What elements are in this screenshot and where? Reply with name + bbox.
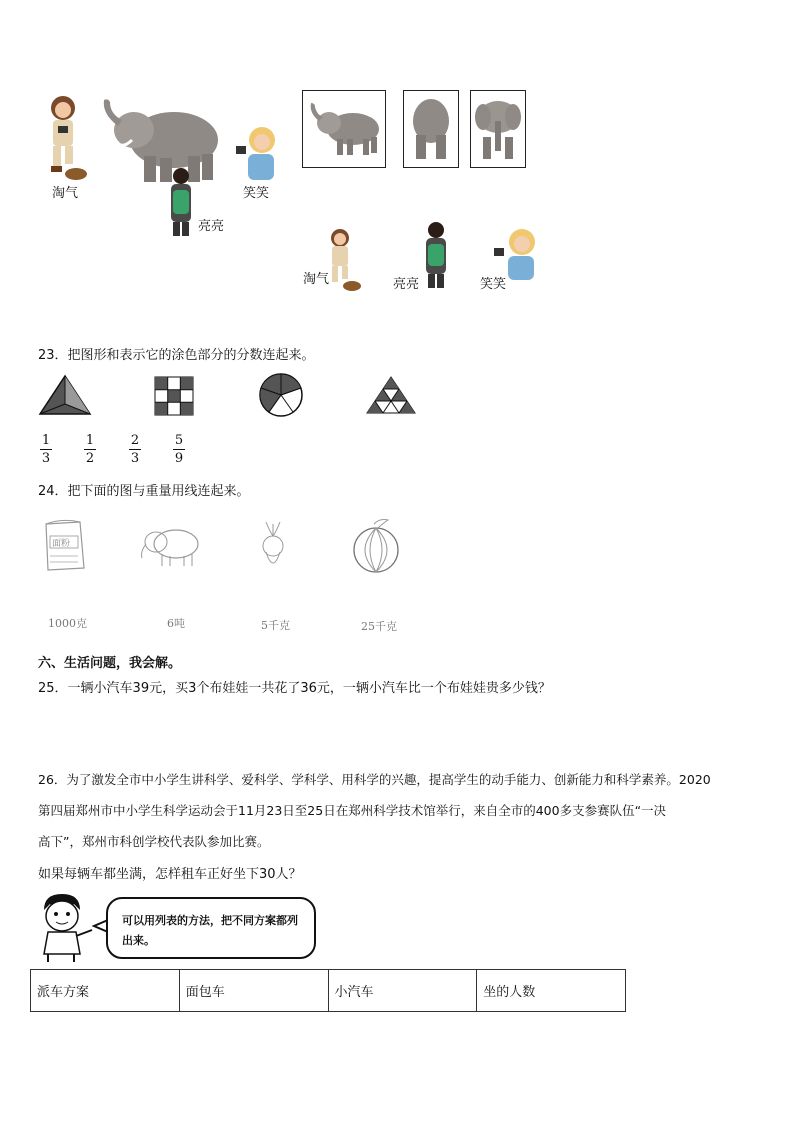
flour-bag-image	[40, 516, 90, 574]
grid-square-shape	[154, 376, 194, 416]
boy-small-image	[420, 220, 452, 290]
fraction-1-2	[82, 433, 98, 466]
section-six-title: 六、生活问题，我会解。	[38, 656, 182, 671]
label-taoqi: 淘气	[52, 186, 79, 201]
table-header-people: 坐的人数	[477, 970, 626, 1012]
table-header-car: 小汽车	[328, 970, 477, 1012]
q26-line1: 26．为了激发全市中小学生讲科学、爱科学、学科学、用科学的兴趣，提高学生的动手能力、创新能力和科学素养。2020	[38, 772, 711, 787]
table-row	[31, 970, 626, 1012]
q24-text: 24．把下面的图与重量用线连起来。	[38, 484, 250, 499]
girl-photographer-image	[38, 92, 88, 184]
woman-photographer-image	[232, 124, 280, 180]
view-side-option	[302, 90, 386, 168]
fraction-numerator: 5	[174, 433, 184, 448]
fraction-numerator: 1	[85, 433, 95, 448]
triangle-shape	[38, 374, 92, 416]
label-xiaoxiao-2: 笑笑	[480, 277, 507, 292]
fraction-1-3	[38, 433, 54, 466]
weight-25kg: 25千克	[361, 620, 397, 633]
elephant-back-view-image	[404, 91, 458, 167]
radish-image	[256, 518, 290, 576]
weight-1000g: 1000克	[48, 617, 87, 630]
fraction-5-9	[171, 433, 187, 466]
weight-5kg: 5千克	[261, 619, 290, 632]
q26-question: 如果每辆车都坐满，怎样租车正好坐下30人？	[38, 867, 302, 882]
q23-text: 23．把图形和表示它的涂色部分的分数连起来。	[38, 348, 315, 363]
fraction-denominator: 3	[130, 451, 140, 466]
view-back-option	[403, 90, 459, 168]
circle-shape	[258, 372, 304, 418]
flour-bag-label: 面粉	[52, 539, 71, 549]
boy-back-image	[166, 166, 196, 238]
label-liangliang: 亮亮	[198, 219, 225, 234]
view-front-option	[470, 90, 526, 168]
fraction-numerator: 1	[41, 433, 51, 448]
cartoon-boy-image	[34, 892, 100, 964]
fraction-2-3	[127, 433, 143, 466]
small-elephant-image	[138, 522, 204, 570]
elephant-front-view-image	[471, 91, 525, 167]
speech-bubble	[106, 897, 316, 959]
fraction-numerator: 2	[130, 433, 140, 448]
label-xiaoxiao: 笑笑	[243, 186, 270, 201]
watermelon-image	[350, 514, 402, 576]
q26-line3: 高下”，郑州市科创学校代表队参加比赛。	[38, 834, 270, 849]
triangle-grid-shape	[366, 375, 416, 415]
fraction-denominator: 9	[174, 451, 184, 466]
label-taoqi-2: 淘气	[303, 272, 330, 287]
elephant-image	[96, 96, 224, 186]
weight-6t: 6吨	[167, 617, 185, 630]
fraction-denominator: 3	[41, 451, 51, 466]
plan-table	[30, 969, 626, 1012]
table-header-van: 面包车	[179, 970, 328, 1012]
fraction-denominator: 2	[85, 451, 95, 466]
table-header-plan: 派车方案	[31, 970, 180, 1012]
label-liangliang-2: 亮亮	[393, 277, 420, 292]
elephant-side-view-image	[303, 91, 385, 167]
q25-text: 25．一辆小汽车39元，买3个布娃娃一共花了36元，一辆小汽车比一个布娃娃贵多少钱？	[38, 681, 551, 696]
speech-bubble-text: 可以用列表的方法，把不同方案都列出来。	[122, 914, 298, 947]
q26-line2: 第四届郑州市中小学生科学运动会于11月23日至25日在郑州科学技术馆举行，来自全市的400多支参赛队伍“一决	[38, 803, 667, 818]
